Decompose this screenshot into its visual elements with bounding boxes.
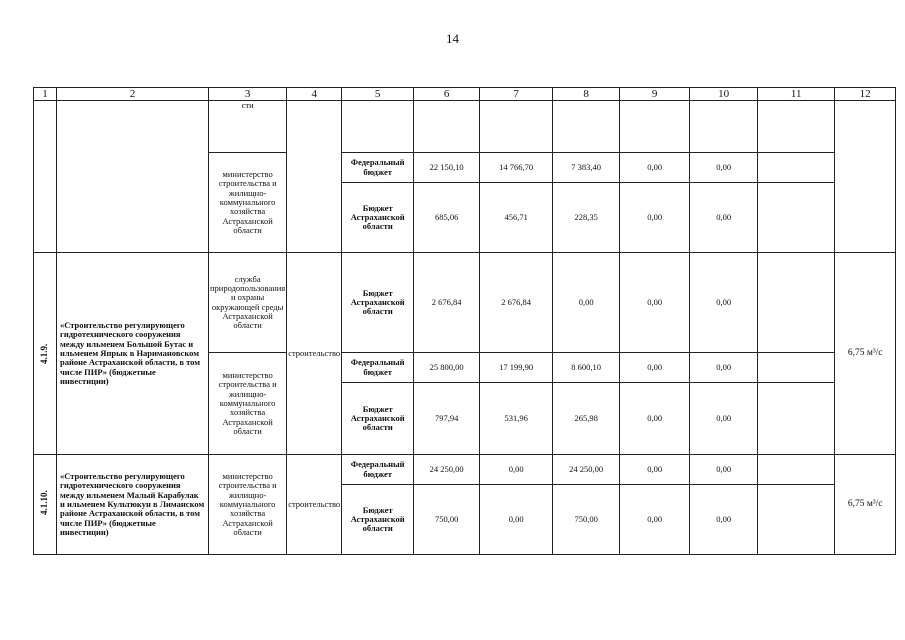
source-label: Бюджет Астраханской области [342,183,414,253]
cell-prev-type [287,101,342,253]
value-cell: 0,00 [690,383,758,455]
source-label: Федеральный бюджет [342,455,414,485]
col-6-header: 6 [414,88,480,101]
exec-service-419: служба природопользования и охраны окружающей среды Астраханской области [209,253,287,353]
value-cell: 0,00 [553,253,620,353]
value-cell: 14 766,70 [480,153,553,183]
value-cell: 8 600,10 [553,353,620,383]
result-419: 6,75 м³/с [835,253,896,455]
value-cell: 265,98 [553,383,620,455]
cell-prev-result [835,101,896,253]
value-cell: 0,00 [620,253,690,353]
value-cell: 0,00 [620,485,690,555]
col-5-header: 5 [342,88,414,101]
cell-prev-exec-tail: сти [209,101,287,153]
table-row [34,455,896,485]
value-cell: 24 250,00 [414,455,480,485]
value-cell: 0,00 [690,253,758,353]
value-cell: 228,35 [553,183,620,253]
col-7-header: 7 [480,88,553,101]
value-cell: 0,00 [620,455,690,485]
type-419: строительство [287,253,342,455]
exec-ministry-4110: министерство строительства и жилищно-коммунального хозяйства Астраханской области [209,455,287,555]
exec-ministry-419: министерство строительства и жилищно-коммунального хозяйства Астраханской области [209,353,287,455]
value-cell: 0,00 [620,153,690,183]
col-3-header: 3 [209,88,287,101]
value-cell: 750,00 [553,485,620,555]
value-cell: 750,00 [414,485,480,555]
col-11-header: 11 [758,88,835,101]
source-label: Бюджет Астраханской области [342,253,414,353]
value-cell: 0,00 [690,485,758,555]
value-cell: 25 800,00 [414,353,480,383]
value-cell: 7 383,40 [553,153,620,183]
value-cell: 0,00 [480,455,553,485]
col-4-header: 4 [287,88,342,101]
table-row [34,253,896,353]
source-label: Бюджет Астраханской области [342,485,414,555]
value-cell: 797,94 [414,383,480,455]
col-1-header: 1 [34,88,57,101]
page-number: 14 [446,31,459,46]
budget-table [33,87,896,555]
source-label: Бюджет Астраханской области [342,383,414,455]
value-cell: 685,06 [414,183,480,253]
cell-prev-num [34,101,57,253]
col-12-header: 12 [835,88,896,101]
value-cell: 24 250,00 [553,455,620,485]
source-label: Федеральный бюджет [342,153,414,183]
col-2-header: 2 [57,88,209,101]
cell-prev-exec-ministry: министерство строительства и жилищно-коммунального хозяйства Астраханской области [209,153,287,253]
value-cell: 2 676,84 [414,253,480,353]
value-cell: 0,00 [620,383,690,455]
cell-prev-name [57,101,209,253]
col-8-header: 8 [553,88,620,101]
item-number-4110: 4.1.10. [34,455,57,555]
value-cell: 456,71 [480,183,553,253]
value-cell: 2 676,84 [480,253,553,353]
table-row [34,101,896,153]
value-cell: 531,96 [480,383,553,455]
source-label: Федеральный бюджет [342,353,414,383]
value-cell: 0,00 [690,455,758,485]
item-number-419: 4.1.9. [34,253,57,455]
value-cell: 0,00 [690,153,758,183]
item-name-4110: «Строительство регулирующего гидротехнического сооружения между ильменем Малый Карабулак и ильменем Культюкун в Лиманском районе Астраханской области, в том числе ПИР» (бюджетные инвестиции) [57,455,209,555]
result-4110: 6,75 м³/с [835,455,896,555]
column-number-row [34,88,896,101]
col-10-header: 10 [690,88,758,101]
col-9-header: 9 [620,88,690,101]
value-cell: 22 150,10 [414,153,480,183]
value-cell: 0,00 [620,183,690,253]
value-cell: 0,00 [690,183,758,253]
item-name-419: «Строительство регулирующего гидротехнического сооружения между ильменем Большой Бутас и ильменем Япрык в Наримановском районе Астраханской области, в том числе ПИР» (бюджетные инвестиции) [57,253,209,455]
value-cell: 0,00 [480,485,553,555]
value-cell: 0,00 [690,353,758,383]
value-cell: 17 199,90 [480,353,553,383]
value-cell: 0,00 [620,353,690,383]
type-4110: строительство [287,455,342,555]
